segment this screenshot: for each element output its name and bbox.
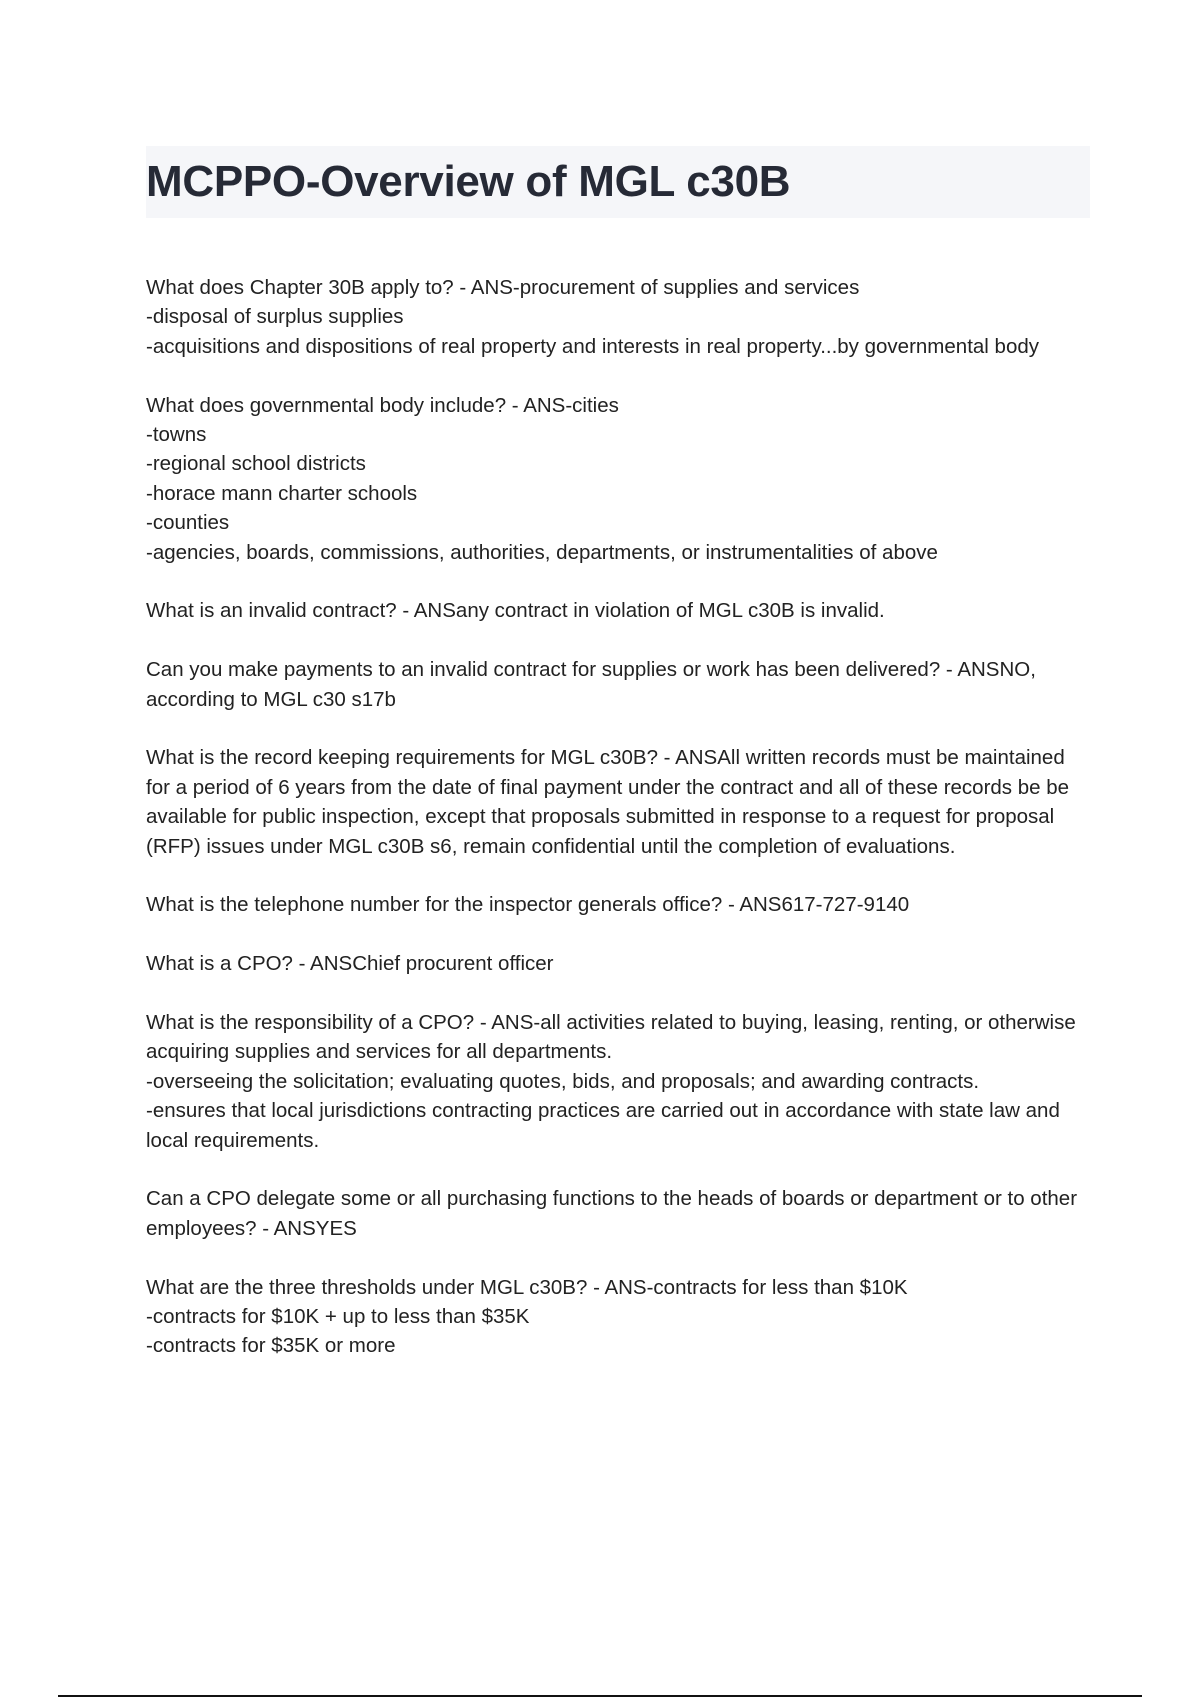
qa-item bbox=[146, 391, 1090, 567]
qa-line: Can a CPO delegate some or all purchasing functions to the heads of boards or department or to other employees? - ANSYES bbox=[146, 1187, 1078, 1240]
qa-line: What does Chapter 30B apply to? - ANS-procurement of supplies and services bbox=[146, 276, 860, 299]
qa-list bbox=[146, 273, 1090, 1390]
title-band bbox=[146, 146, 1090, 218]
qa-line: -horace mann charter schools bbox=[146, 481, 418, 505]
qa-item bbox=[146, 743, 1090, 861]
qa-line: -contracts for $35K or more bbox=[146, 1334, 396, 1358]
qa-line: What is the responsibility of a CPO? - ANS-all activities related to buying, leasing, renting, or otherwise acquiring supplies and services for all departments. bbox=[146, 1011, 1076, 1064]
qa-item bbox=[146, 1184, 1090, 1243]
qa-line: -acquisitions and dispositions of real property and interests in real property...by governmental body bbox=[146, 334, 1039, 358]
qa-line: What does governmental body include? - ANS-cities bbox=[146, 393, 619, 417]
qa-line: What is an invalid contract? - ANSany contract in violation of MGL c30B is invalid. bbox=[146, 599, 885, 623]
qa-line: Can you make payments to an invalid contract for supplies or work has been delivered? - ANSNO, according to MGL c30 s17b bbox=[146, 658, 1036, 711]
qa-line: -contracts for $10K + up to less than $35K bbox=[146, 1305, 530, 1329]
qa-line: -overseeing the solicitation; evaluating quotes, bids, and proposals; and awarding contracts. bbox=[146, 1069, 980, 1093]
qa-line: What are the three thresholds under MGL c30B? - ANS-contracts for less than $10K bbox=[146, 1275, 908, 1299]
qa-item bbox=[146, 273, 1090, 361]
qa-line: -agencies, boards, commissions, authorities, departments, or instrumentalities of above bbox=[146, 540, 938, 564]
qa-item bbox=[146, 1273, 1090, 1361]
qa-line: -counties bbox=[146, 511, 230, 535]
qa-item bbox=[146, 655, 1090, 714]
qa-line: -towns bbox=[146, 423, 207, 447]
footer-divider bbox=[58, 1695, 1142, 1697]
qa-line: What is the record keeping requirements for MGL c30B? - ANSAll written records must be maintained for a period of 6 years from the date of final payment under the contract and all of these records be be available for public inspection, except that proposals submitted in response to a request for proposal (RFP) issues under MGL c30B s6, remain confidential until the completion of evaluations. bbox=[146, 746, 1070, 858]
qa-item bbox=[146, 890, 1090, 919]
qa-item bbox=[146, 949, 1090, 978]
page-title: MCPPO-Overview of MGL c30B bbox=[146, 157, 791, 206]
qa-line: -regional school districts bbox=[146, 452, 366, 476]
qa-item bbox=[146, 1008, 1090, 1155]
qa-line: What is a CPO? - ANSChief procurent officer bbox=[146, 952, 554, 976]
qa-line: What is the telephone number for the inspector generals office? - ANS617-727-9140 bbox=[146, 893, 910, 917]
qa-item bbox=[146, 596, 1090, 625]
qa-line: -disposal of surplus supplies bbox=[146, 305, 404, 329]
qa-line: -ensures that local jurisdictions contracting practices are carried out in accordance with state law and local requirements. bbox=[146, 1099, 1060, 1152]
